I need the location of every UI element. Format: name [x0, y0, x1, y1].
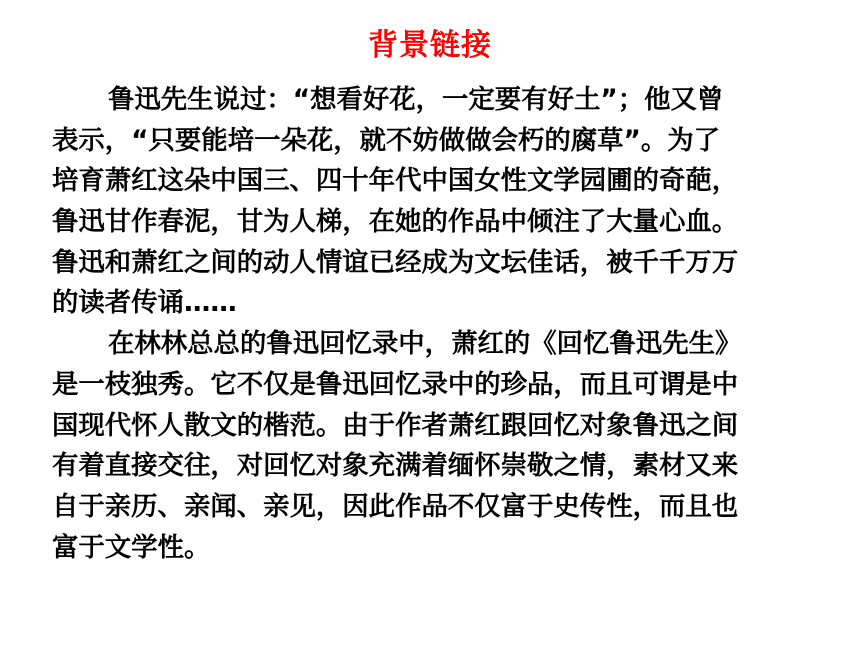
- paragraph-2-line-2: 是一枝独秀。它不仅是鲁迅回忆录中的珍品，而且可谓是中: [52, 368, 739, 400]
- paragraph-1-line-1: 鲁迅先生说过：“想看好花，一定要有好土”；他又曾: [108, 84, 724, 115]
- paragraph-2-line-6: 富于文学性。: [52, 531, 211, 563]
- paragraph-1-line-4: 鲁迅甘作春泥，甘为人梯，在她的作品中倾注了大量心血。: [52, 206, 739, 238]
- paragraph-1-line-5: 鲁迅和萧红之间的动人情谊已经成为文坛佳话，被千千万万: [52, 246, 739, 278]
- slide-body: [52, 80, 818, 568]
- paragraph-2-line-4: 有着直接交往，对回忆对象充满着缅怀崇敬之情，素材又来: [52, 450, 739, 482]
- paragraph-2: [52, 324, 818, 568]
- paragraph-1: [52, 80, 818, 324]
- paragraph-1-line-2: 表示，“只要能培一朵花，就不妨做做会朽的腐草”。为了: [52, 124, 721, 156]
- paragraph-1-line-3: 培育萧红这朵中国三、四十年代中国女性文学园圃的奇葩，: [52, 165, 739, 197]
- paragraph-2-line-5: 自于亲历、亲闻、亲见，因此作品不仅富于史传性，而且也: [52, 490, 739, 522]
- paragraph-1-line-6: 的读者传诵……: [52, 287, 237, 319]
- paragraph-2-line-1: 在林林总总的鲁迅回忆录中，萧红的《回忆鲁迅先生》: [108, 328, 742, 360]
- paragraph-2-line-3: 国现代怀人散文的楷范。由于作者萧红跟回忆对象鲁迅之间: [52, 409, 739, 441]
- slide-title: 背景链接: [368, 28, 492, 63]
